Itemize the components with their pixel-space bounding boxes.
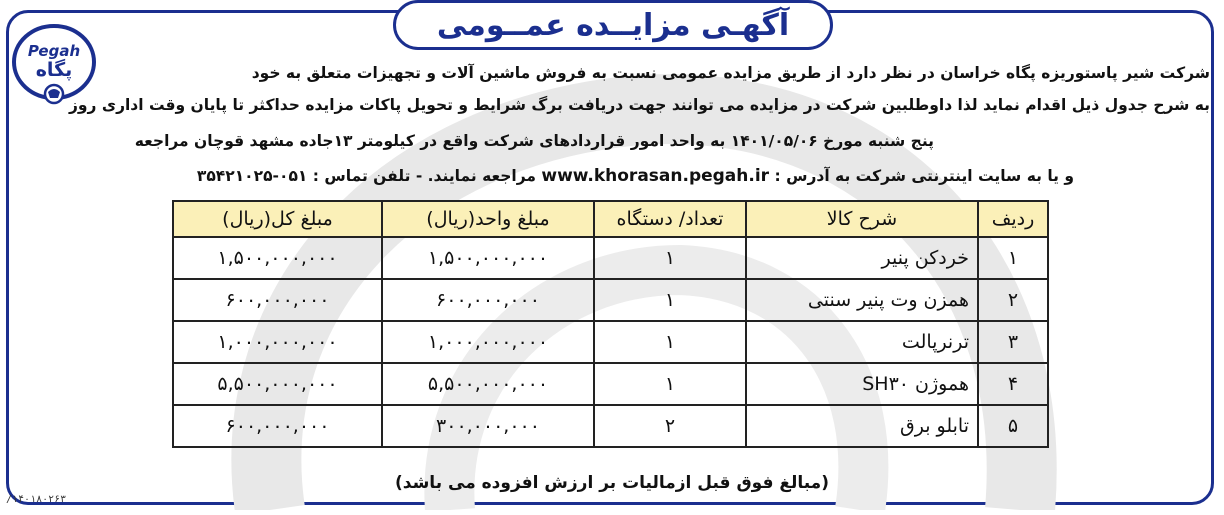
item-description: خردکن پنیر: [746, 237, 978, 279]
item-quantity: ۱: [594, 279, 746, 321]
table-row: [173, 237, 1048, 279]
table-row: [173, 279, 1048, 321]
address-label: و یا به سایت اینترنتی شرکت به آدرس :: [774, 167, 1074, 185]
row-number: ۴: [978, 363, 1048, 405]
item-total-price: ۱,۰۰۰,۰۰۰,۰۰۰: [173, 321, 382, 363]
item-total-price: ۶۰۰,۰۰۰,۰۰۰: [173, 279, 382, 321]
item-unit-price: ۵,۵۰۰,۰۰۰,۰۰۰: [382, 363, 594, 405]
paragraph-line-2: به شرح جدول ذیل اقدام نماید لذا داوطلبین شرکت در مزایده می توانند جهت دریافت برگ شرایط و تحویل پاکات مزایده حداکثر تا پایان وقت اداری روز: [68, 96, 1210, 114]
row-number: ۵: [978, 405, 1048, 447]
website-link[interactable]: www.khorasan.pegah.ir: [541, 166, 770, 186]
header-description: شرح کالا: [746, 201, 978, 237]
title-banner: [393, 0, 833, 50]
paragraph-line-1: شرکت شیر پاستوریزه پگاه خراسان در نظر دارد از طریق مزایده عمومی نسبت به فروش ماشین آلات و تجهیزات متعلق به خود: [251, 64, 1210, 82]
tax-note: (مبالغ فوق قبل ازمالیات بر ارزش افزوده می باشد): [395, 473, 829, 493]
item-unit-price: ۱,۵۰۰,۰۰۰,۰۰۰: [382, 237, 594, 279]
item-quantity: ۱: [594, 321, 746, 363]
table-row: [173, 321, 1048, 363]
item-quantity: ۱: [594, 363, 746, 405]
item-description: تابلو برق: [746, 405, 978, 447]
item-total-price: ۵,۵۰۰,۰۰۰,۰۰۰: [173, 363, 382, 405]
item-total-price: ۶۰۰,۰۰۰,۰۰۰: [173, 405, 382, 447]
item-quantity: ۱: [594, 237, 746, 279]
reference-code: /۱۴۰۱۸۰۲۶۳: [6, 494, 67, 505]
row-number: ۲: [978, 279, 1048, 321]
item-description: همزن وت پنیر سنتی: [746, 279, 978, 321]
logo-persian-text: پگاه: [35, 59, 73, 81]
item-description: هموژن SH۳۰: [746, 363, 978, 405]
paragraph-line-4: [197, 166, 1074, 186]
table-row: [173, 363, 1048, 405]
item-total-price: ۱,۵۰۰,۰۰۰,۰۰۰: [173, 237, 382, 279]
item-unit-price: ۱,۰۰۰,۰۰۰,۰۰۰: [382, 321, 594, 363]
logo-latin-text: Pegah: [27, 42, 81, 60]
table-row: [173, 405, 1048, 447]
item-unit-price: ۶۰۰,۰۰۰,۰۰۰: [382, 279, 594, 321]
header-total-price: مبلغ کل(ریال): [173, 201, 382, 237]
header-row-number: ردیف: [978, 201, 1048, 237]
phone-text: مراجعه نمایند. - تلفن تماس : ۰۵۱-۳۵۴۲۱۰۲۵: [196, 167, 536, 185]
auction-items-table: [172, 200, 1049, 448]
item-unit-price: ۳۰۰,۰۰۰,۰۰۰: [382, 405, 594, 447]
header-quantity: تعداد/ دستگاه: [594, 201, 746, 237]
item-quantity: ۲: [594, 405, 746, 447]
paragraph-line-3: پنج شنبه مورخ ۱۴۰۱/۰۵/۰۶ به واحد امور قراردادهای شرکت واقع در کیلومتر ۱۳جاده مشهد قوچان مراجعه: [134, 132, 934, 150]
row-number: ۳: [978, 321, 1048, 363]
row-number: ۱: [978, 237, 1048, 279]
table-header-row: [173, 201, 1048, 237]
item-description: ترنرپالت: [746, 321, 978, 363]
page-title: آگهـی مزایــده عمــومی: [436, 7, 790, 43]
header-unit-price: مبلغ واحد(ریال): [382, 201, 594, 237]
